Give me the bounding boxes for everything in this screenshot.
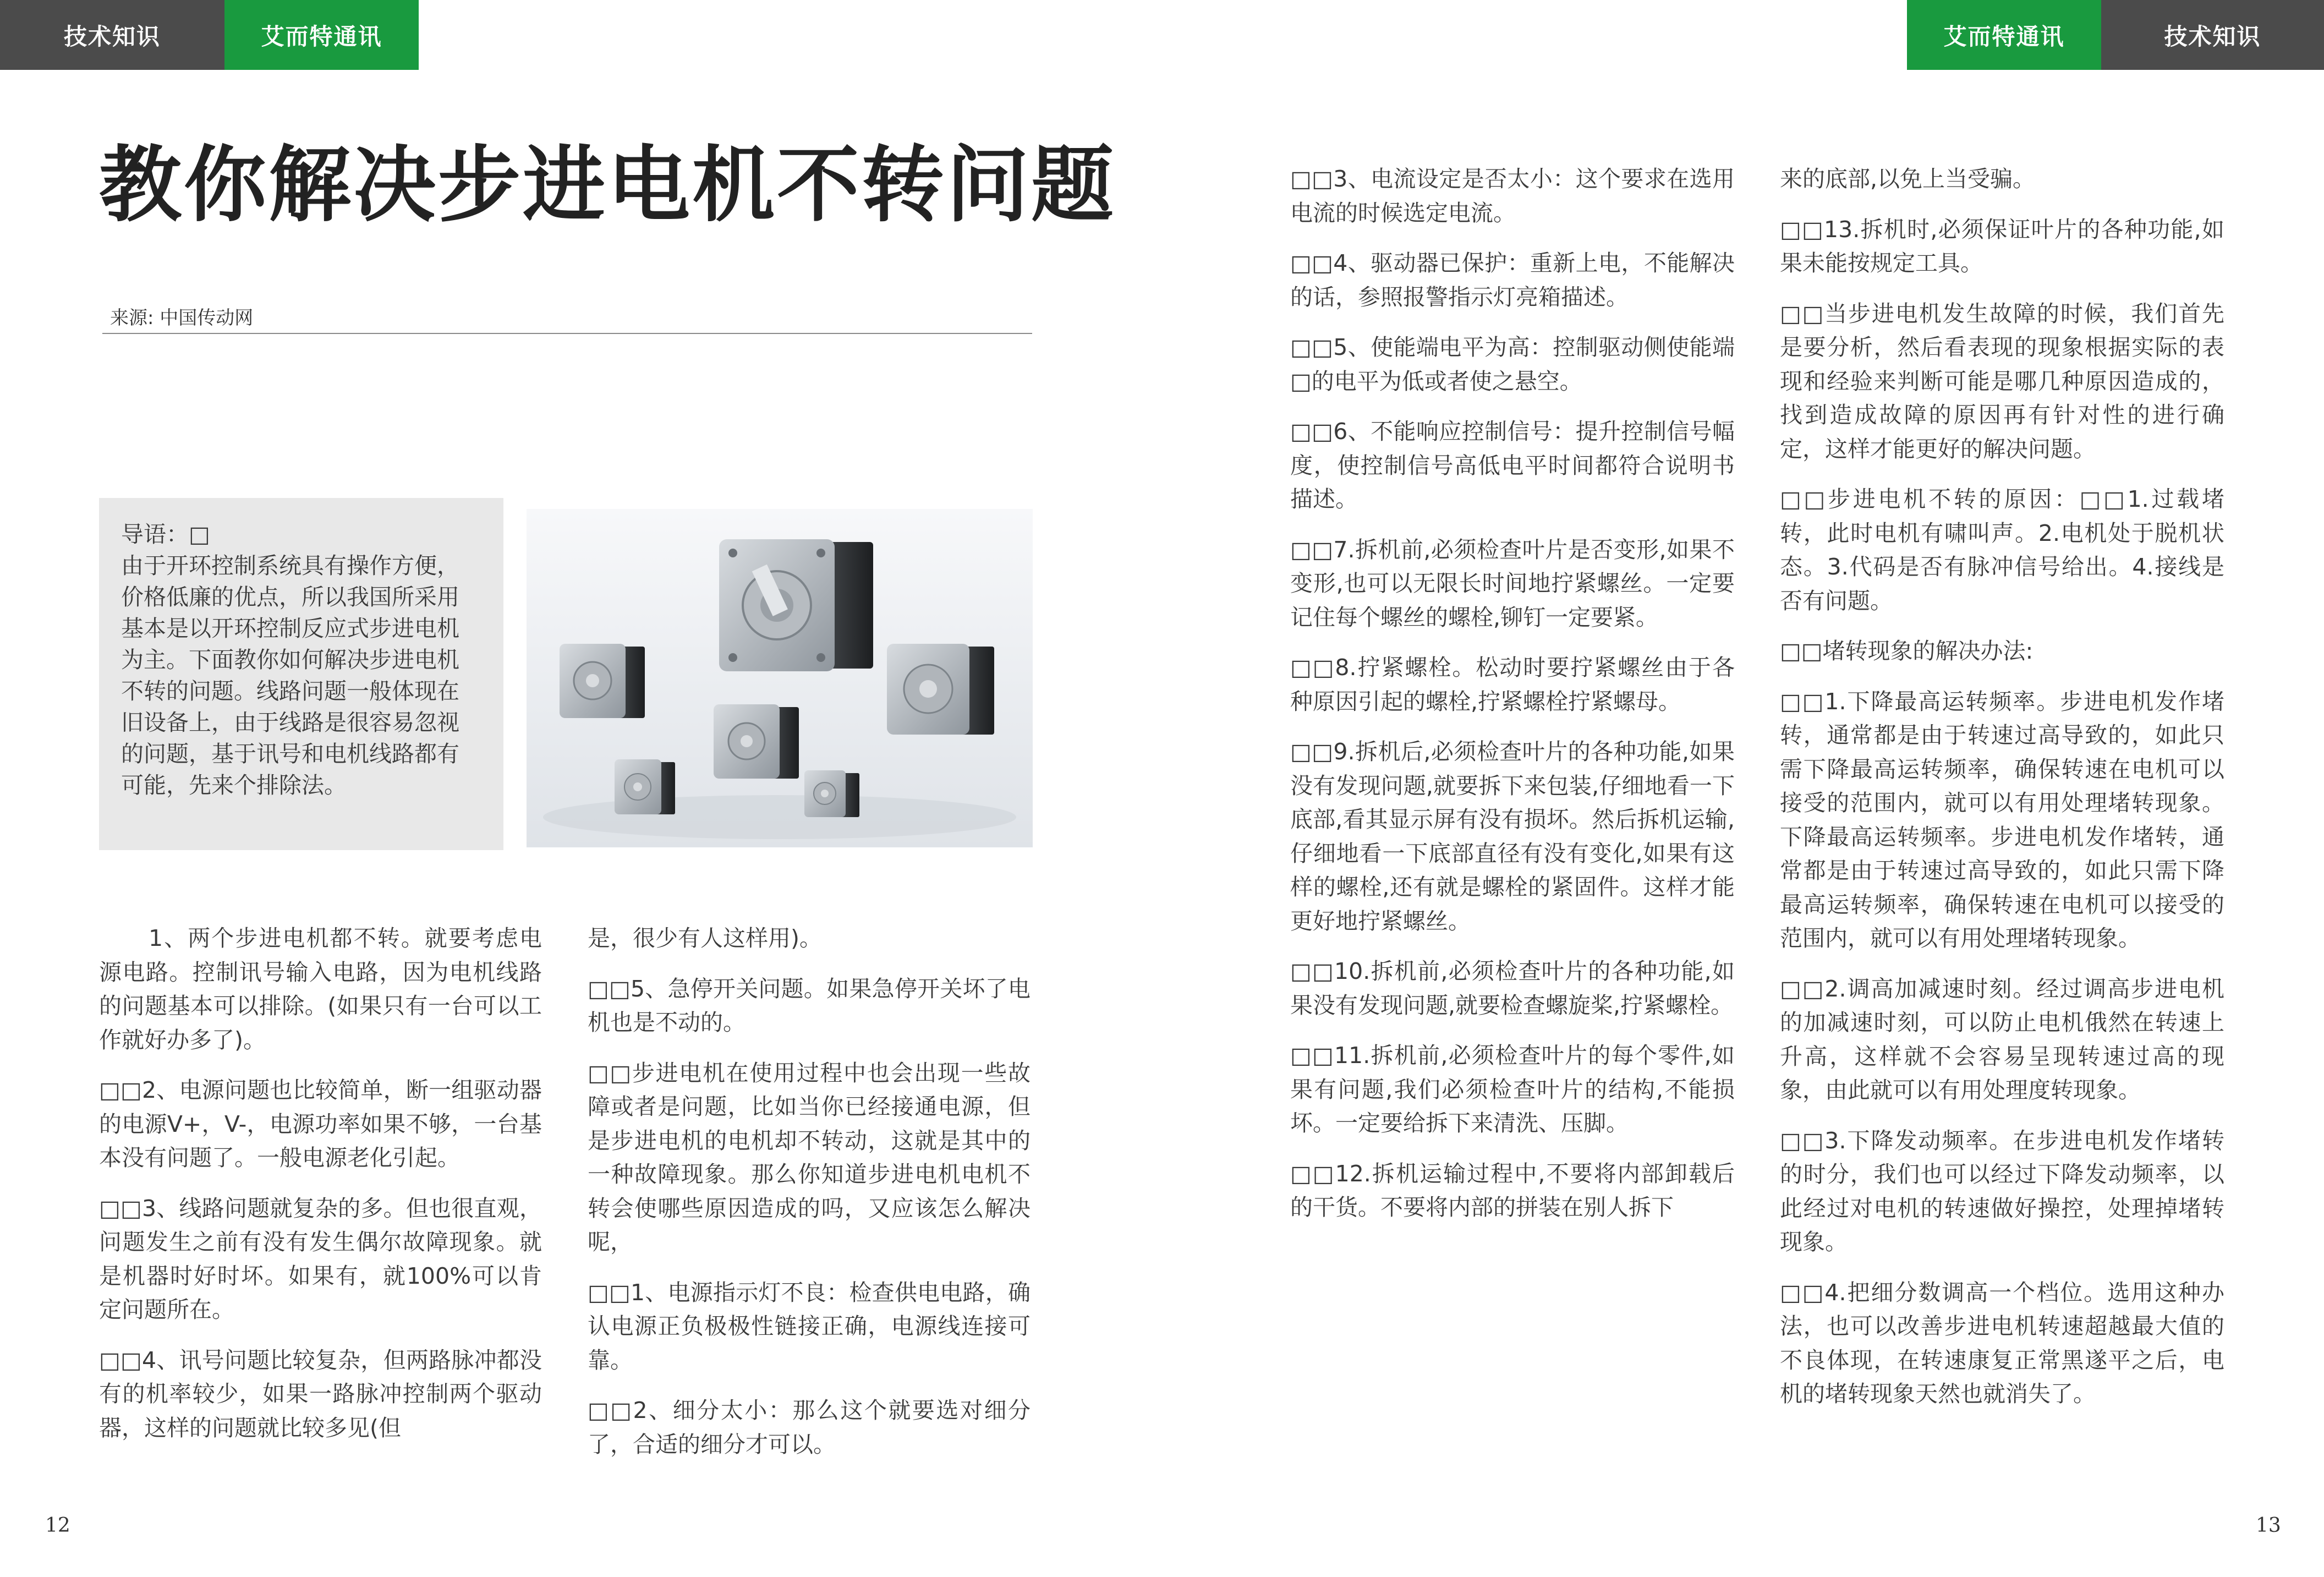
- paragraph: □□10.拆机前,必须检查叶片的各种功能,如果没有发现问题,就要检查螺旋桨,拧紧螺栓。: [1290, 958, 1735, 1019]
- paragraph: □□1.下降最高运转频率。步进电机发作堵转，通常都是由于转速过高导致的，如此只需下降最高运转频率，确保转速在电机可以接受的范围内，就可以有用处理堵转现象。下降最高运转频率。步进电机发作堵转，通常都是由于转速过高导致的，如此只需下降最高运转频率，确保转速在电机可以接受的范围内，就可以有用处理堵转现象。: [1780, 688, 2224, 951]
- paragraph: □□5、急停开关问题。如果急停开关坏了电机也是不动的。: [588, 975, 1031, 1036]
- paragraph: □□2、电源问题也比较简单，断一组驱动器的电源V+，V-，电源功率如果不够，一台基本没有问题了。一般电源老化引起。: [99, 1077, 542, 1171]
- paragraph: □□3.下降发动频率。在步进电机发作堵转的时分，我们也可以经过下降发动频率，以此经过对电机的转速做好操控，处理掉堵转现象。: [1780, 1127, 2224, 1255]
- header-tab-newsletter-left: 艾而特通讯: [224, 0, 419, 70]
- motor-bottom-right: [804, 770, 859, 817]
- body-column-2: [588, 922, 1031, 1478]
- paragraph: □□6、不能响应控制信号：提升控制信号幅度，使控制信号高低电平时间都符合说明书描述。: [1290, 418, 1735, 512]
- article-source: 来源: 中国传动网: [110, 307, 254, 329]
- paragraph: □□当步进电机发生故障的时候，我们首先是要分析，然后看表现的现象根据实际的表现和经验来判断可能是哪几种原因造成的，找到造成故障的原因再有针对性的进行确定，这样才能更好的解决问题。: [1780, 300, 2224, 462]
- paragraph: □□4.把细分数调高一个档位。选用这种办法，也可以改善步进电机转速超越最大值的不良体现，在转速康复正常黑遂平之后，电机的堵转现象天然也就消失了。: [1780, 1279, 2224, 1407]
- paragraph: □□11.拆机前,必须检查叶片的每个零件,如果有问题,我们必须检查叶片的结构,不能损坏。一定要给拆下来清洗、压脚。: [1290, 1042, 1735, 1136]
- title-divider: [102, 333, 1032, 334]
- paragraph: □□步进电机在使用过程中也会出现一些故障或者是问题，比如当你已经接通电源，但是步进电机的电机却不转动，这就是其中的一种故障现象。那么你知道步进电机电机不转会使哪些原因造成的吗，又应该怎么解决呢，: [588, 1059, 1031, 1255]
- paragraph: 来的底部,以免上当受骗。: [1780, 166, 2036, 192]
- body-column-4: [1780, 162, 2224, 1428]
- motor-center: [714, 704, 799, 779]
- motor-bottom-left: [615, 759, 675, 814]
- article-title: 教你解决步进电机不转问题: [99, 138, 1116, 233]
- paragraph: □□1、电源指示灯不良：检查供电电路，确认电源正负极极性链接正确，电源线连接可靠。: [588, 1279, 1031, 1373]
- paragraph: □□3、线路问题就复杂的多。但也很直观，问题发生之前有没有发生偶尔故障现象。就是机器时好时坏。如果有，就100%可以肯定问题所在。: [99, 1195, 542, 1323]
- paragraph: □□堵转现象的解决办法:: [1780, 638, 2034, 664]
- paragraph: □□4、讯号问题比较复杂，但两路脉冲都没有的机率较少，如果一路脉冲控制两个驱动器，这样的问题就比较多见(但: [99, 1346, 542, 1441]
- paragraph: □□4、驱动器已保护：重新上电，不能解决的话，参照报警指示灯亮箱描述。: [1290, 250, 1735, 310]
- paragraph: □□2.调高加减速时刻。经过调高步进电机的加减速时刻，可以防止电机俄然在转速上升高，这样就不会容易呈现转速过高的现象，由此就可以有用处理度转现象。: [1780, 975, 2224, 1103]
- large-motor: [719, 539, 873, 671]
- paragraph: 是，很少有人这样用)。: [588, 925, 822, 951]
- stepper-motors-photo: [527, 509, 1033, 847]
- page-number-right: 13: [2256, 1514, 2281, 1537]
- paragraph: □□8.拧紧螺栓。松动时要拧紧螺丝由于各种原因引起的螺栓,拧紧螺栓拧紧螺母。: [1290, 654, 1735, 715]
- intro-heading: 导语：□: [121, 521, 210, 547]
- body-column-3: [1290, 162, 1735, 1241]
- paragraph: □□2、细分太小：那么这个就要选对细分了，合适的细分才可以。: [588, 1397, 1031, 1458]
- header-tab-newsletter-right: 艾而特通讯: [1907, 0, 2101, 70]
- body-column-1: [99, 922, 542, 1461]
- paragraph: □□9.拆机后,必须检查叶片的各种功能,如果没有发现问题,就要拆下来包装,仔细地看一下底部,看其显示屏有没有损坏。然后拆机运输,仔细地看一下底部直径有没有变化,如果有这样的螺栓,还有就是螺栓的紧固件。这样才能更好地拧紧螺丝。: [1290, 738, 1735, 934]
- paragraph: □□7.拆机前,必须检查叶片是否变形,如果不变形,也可以无限长时间地拧紧螺丝。一定要记住每个螺丝的螺栓,铆钉一定要紧。: [1290, 536, 1735, 631]
- header-tab-tech-left: 技术知识: [0, 0, 224, 70]
- paragraph: □□12.拆机运输过程中,不要将内部卸载后的干货。不要将内部的拼装在别人拆下: [1290, 1160, 1735, 1220]
- paragraph: □□步进电机不转的原因：□□1.过载堵转，此时电机有啸叫声。2.电机处于脱机状态。3.代码是否有脉冲信号给出。4.接线是否有问题。: [1780, 486, 2224, 614]
- paragraph: □□3、电流设定是否太小：这个要求在选用电流的时候选定电流。: [1290, 166, 1735, 226]
- motor-right: [887, 644, 994, 735]
- paragraph: □□5、使能端电平为高：控制驱动侧使能端□的电平为低或者使之悬空。: [1290, 334, 1735, 395]
- intro-box: [99, 498, 503, 850]
- page-number-left: 12: [45, 1514, 70, 1537]
- paragraph: 1、两个步进电机都不转。就要考虑电源电路。控制讯号输入电路，因为电机线路的问题基本可以排除。(如果只有一台可以工作就好办多了)。: [99, 925, 542, 1053]
- motor-left: [560, 644, 645, 718]
- paragraph: □□13.拆机时,必须保证叶片的各种功能,如果未能按规定工具。: [1780, 216, 2224, 276]
- intro-text: 由于开环控制系统具有操作方便，价格低廉的优点，所以我国所采用基本是以开环控制反应式步进电机为主。下面教你如何解决步进电机不转的问题。线路问题一般体现在旧设备上，由于线路是很容易忽视的问题，基于讯号和电机线路都有可能，先来个排除法。: [121, 552, 459, 798]
- header-tab-tech-right: 技术知识: [2101, 0, 2324, 70]
